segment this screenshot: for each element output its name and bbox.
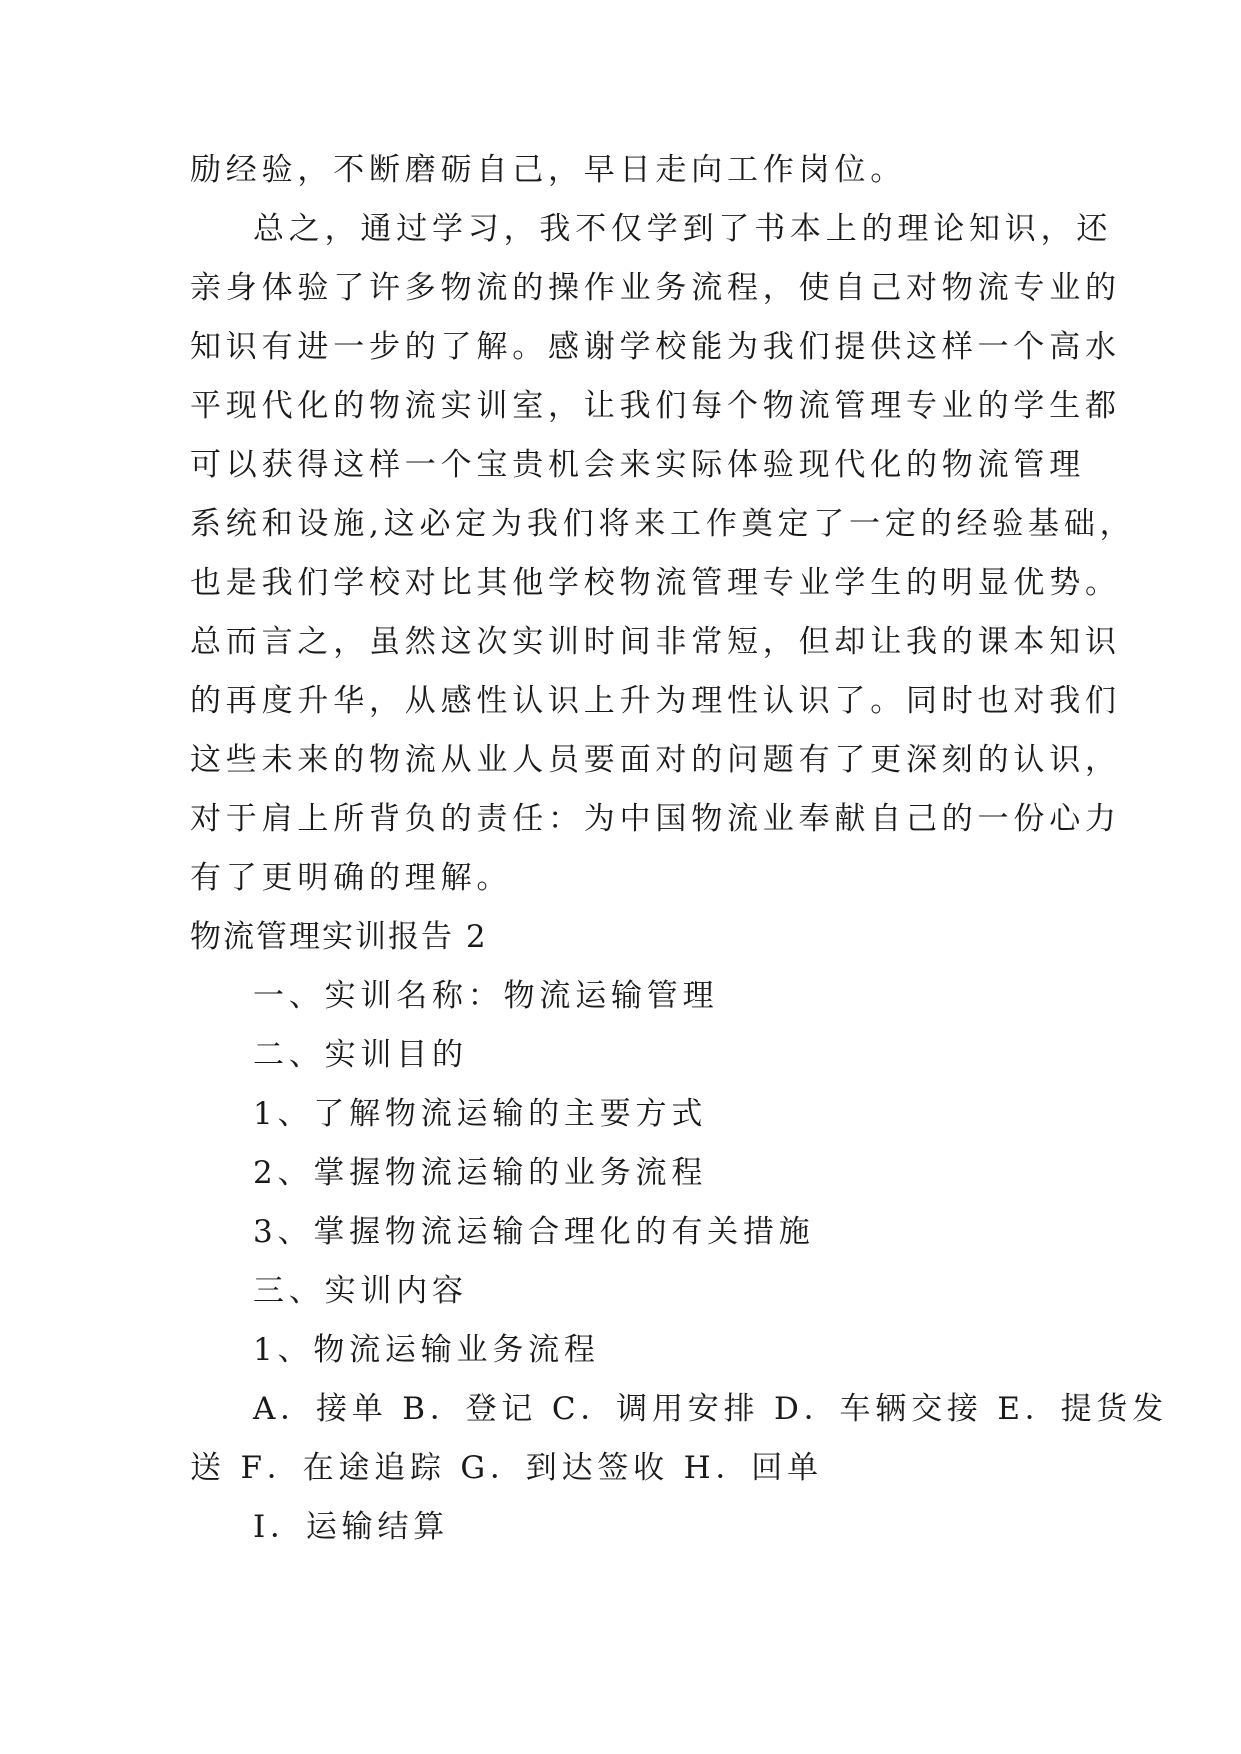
heading-line: 三、实训内容 — [253, 1273, 468, 1309]
paragraph-line: 总之，通过学习，我不仅学到了书本上的理论知识，还 — [253, 211, 1113, 247]
paragraph-line: 知识有进一步的了解。感谢学校能为我们提供这样一个高水 — [190, 329, 1121, 365]
list-item: 1、物流运输业务流程 — [253, 1332, 600, 1368]
list-item: 2、掌握物流运输的业务流程 — [253, 1155, 708, 1191]
heading-line: 二、实训目的 — [253, 1037, 468, 1073]
list-item: 1、了解物流运输的主要方式 — [253, 1096, 708, 1132]
paragraph-line: 平现代化的物流实训室，让我们每个物流管理专业的学生都 — [190, 388, 1121, 424]
paragraph-line: 可以获得这样一个宝贵机会来实际体验现代化的物流管理 — [190, 447, 1085, 483]
paragraph-line: 系统和设施,这必定为我们将来工作奠定了一定的经验基础， — [190, 506, 1136, 542]
paragraph-line: 总而言之，虽然这次实训时间非常短，但却让我的课本知识 — [190, 624, 1121, 660]
paragraph-line: 有了更明确的理解。 — [190, 860, 513, 896]
paragraph-line: 送 F．在途追踪 G．到达签收 H．回单 — [190, 1450, 823, 1486]
list-item: 3、掌握物流运输合理化的有关措施 — [253, 1214, 815, 1250]
paragraph-line: 这些未来的物流从业人员要面对的问题有了更深刻的认识， — [190, 742, 1121, 778]
paragraph-line: 对于肩上所背负的责任：为中国物流业奉献自己的一份心力 — [190, 801, 1121, 837]
section-title: 物流管理实训报告 2 — [190, 919, 488, 955]
paragraph-line: I．运输结算 — [253, 1509, 450, 1545]
paragraph-line: A．接单 B．登记 C．调用安排 D．车辆交接 E．提货发 — [253, 1391, 1168, 1427]
paragraph-line: 励经验，不断磨砺自己，早日走向工作岗位。 — [190, 152, 906, 188]
paragraph-line: 的再度升华，从感性认识上升为理性认识了。同时也对我们 — [190, 683, 1121, 719]
paragraph-line: 亲身体验了许多物流的操作业务流程，使自己对物流专业的 — [190, 270, 1121, 306]
paragraph-line: 也是我们学校对比其他学校物流管理专业学生的明显优势。 — [190, 565, 1121, 601]
heading-line: 一、实训名称：物流运输管理 — [253, 978, 719, 1014]
